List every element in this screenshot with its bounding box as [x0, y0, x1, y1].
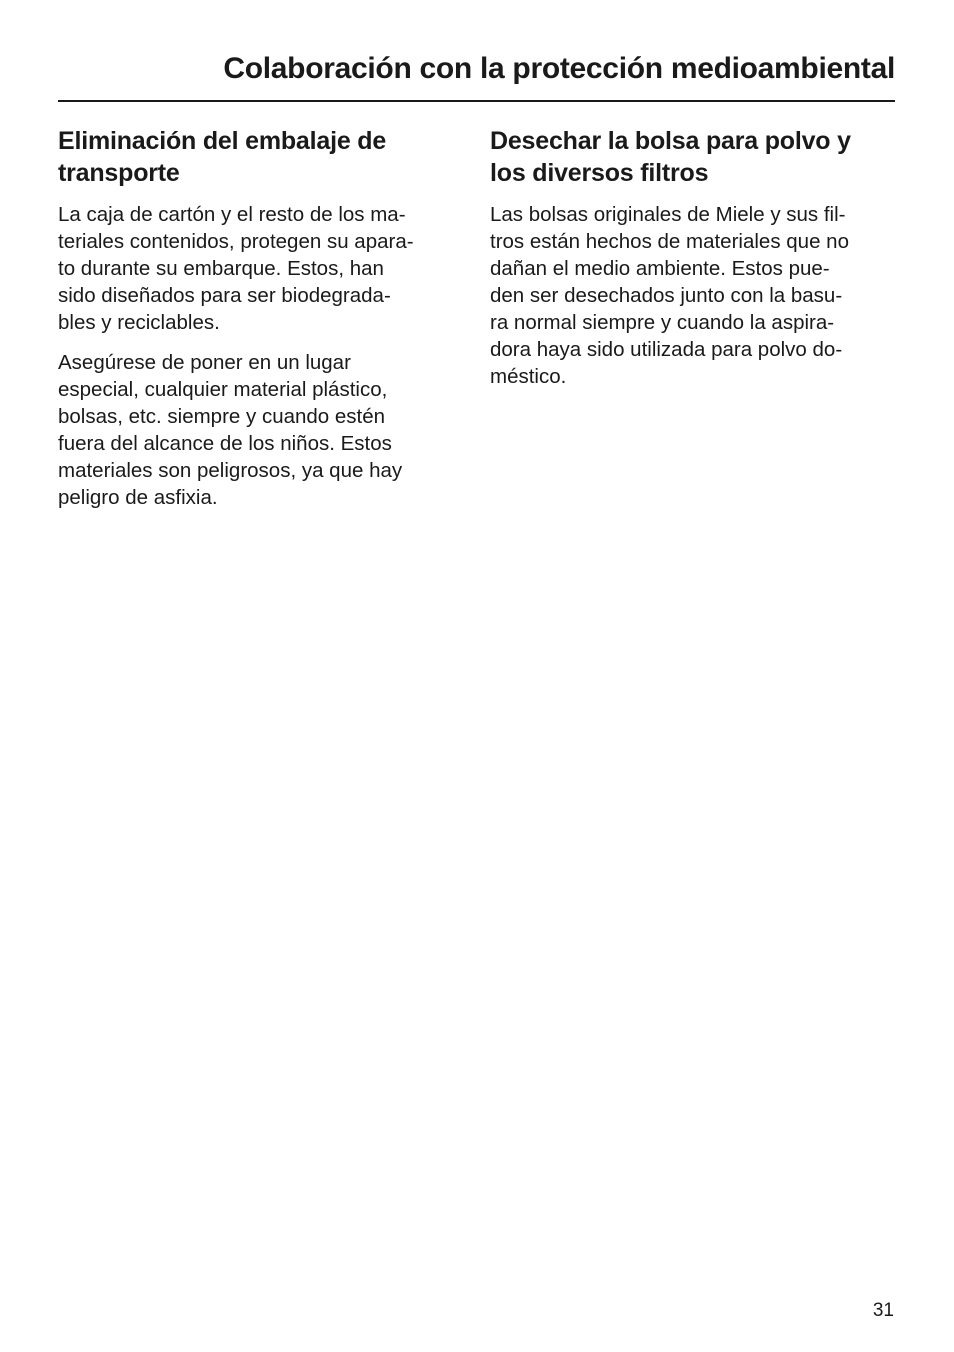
heading-line: Eliminación del embalaje de	[58, 127, 387, 155]
text-line: dora haya sido utilizada para polvo do-	[490, 338, 843, 361]
text-line: especial, cualquier material plástico,	[58, 378, 388, 401]
section-dustbag-filters	[490, 125, 895, 403]
heading-line: transporte	[58, 159, 180, 187]
text-line: bolsas, etc. siempre y cuando estén	[58, 405, 386, 428]
page-title: Colaboración con la protección medioambiental	[223, 52, 895, 85]
text-line: ra normal siempre y cuando la aspira-	[490, 311, 835, 334]
section-heading	[58, 125, 463, 189]
paragraph	[58, 349, 463, 511]
text-line: Asegúrese de poner en un lugar	[58, 351, 351, 374]
text-line: dañan el medio ambiente. Estos pue-	[490, 257, 830, 280]
text-line: méstico.	[490, 365, 567, 388]
text-line: materiales son peligrosos, ya que hay	[58, 459, 403, 482]
page-number: 31	[872, 1300, 894, 1321]
section-packaging-disposal	[58, 125, 463, 524]
text-line: Las bolsas originales de Miele y sus fil-	[490, 203, 846, 226]
text-line: den ser desechados junto con la basu-	[490, 284, 843, 307]
text-line: to durante su embarque. Estos, han	[58, 257, 384, 280]
text-line: peligro de asfixia.	[58, 486, 218, 509]
text-line: tros están hechos de materiales que no	[490, 230, 849, 253]
heading-line: Desechar la bolsa para polvo y	[490, 127, 851, 155]
text-line: fuera del alcance de los niños. Estos	[58, 432, 392, 455]
text-line: teriales contenidos, protegen su apara-	[58, 230, 414, 253]
text-line: La caja de cartón y el resto de los ma-	[58, 203, 406, 226]
text-line: sido diseñados para ser biodegrada-	[58, 284, 391, 307]
text-line: bles y reciclables.	[58, 311, 220, 334]
paragraph	[490, 201, 895, 390]
paragraph	[58, 201, 463, 336]
heading-line: los diversos filtros	[490, 159, 709, 187]
section-heading	[490, 125, 895, 189]
page-header	[58, 50, 895, 102]
